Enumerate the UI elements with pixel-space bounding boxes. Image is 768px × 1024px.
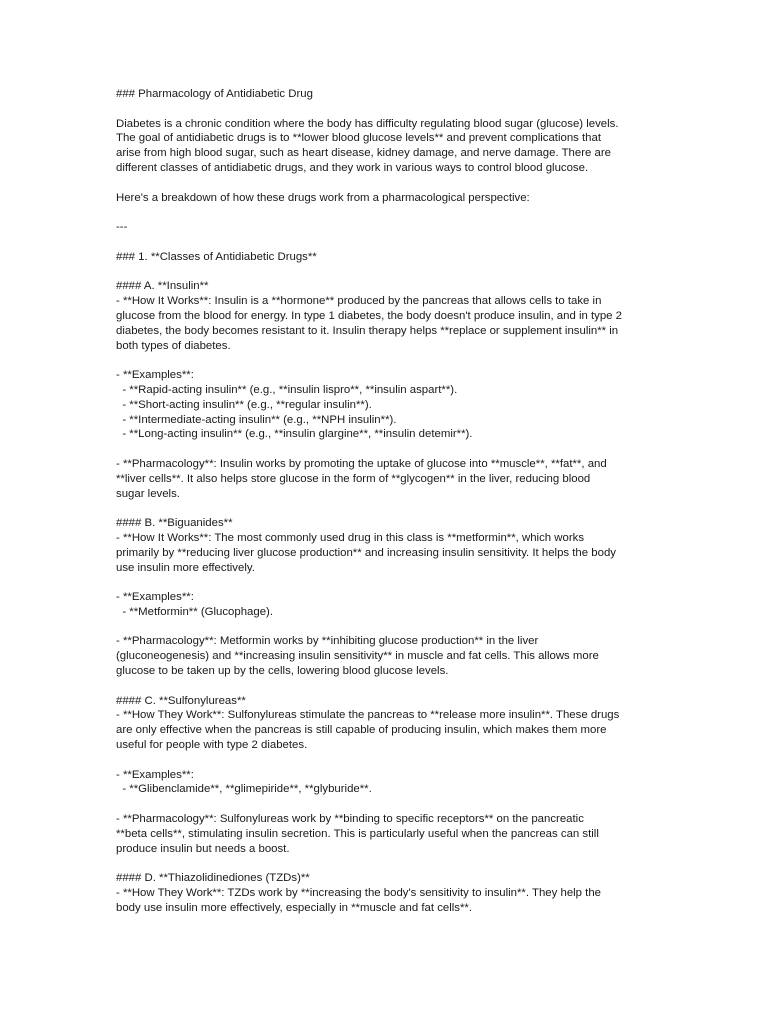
text-line: produce insulin but needs a boost. bbox=[116, 842, 290, 855]
paragraph-gap bbox=[116, 856, 656, 871]
text-line: use insulin more effectively. bbox=[116, 561, 255, 574]
document-section bbox=[116, 871, 656, 915]
text-line: - **Intermediate-acting insulin** (e.g., **NPH insulin**). bbox=[116, 413, 397, 426]
text-line: - **How It Works**: Insulin is a **hormone** produced by the pancreas that allows cells to take in bbox=[116, 295, 602, 308]
text-line: - **Examples**: bbox=[116, 369, 194, 382]
text-line: body use insulin more effectively, especially in **muscle and fat cells**. bbox=[116, 901, 473, 914]
paragraph-gap bbox=[116, 265, 656, 280]
text-line: arise from high blood sugar, such as heart disease, kidney damage, and nerve damage. There are bbox=[116, 147, 611, 160]
document-paragraph bbox=[116, 117, 656, 176]
text-line: --- bbox=[116, 221, 128, 234]
text-line: glucose to be taken up by the cells, lowering blood glucose levels. bbox=[116, 665, 449, 678]
text-line: useful for people with type 2 diabetes. bbox=[116, 739, 308, 752]
paragraph-gap bbox=[116, 753, 656, 768]
text-line: #### D. **Thiazolidinediones (TZDs)** bbox=[116, 872, 310, 885]
document-section bbox=[116, 694, 656, 753]
text-line: (gluconeogenesis) and **increasing insulin sensitivity** in muscle and fat cells. This allows more bbox=[116, 650, 599, 663]
paragraph-gap bbox=[116, 176, 656, 191]
text-line: both types of diabetes. bbox=[116, 339, 231, 352]
document-list bbox=[116, 768, 656, 798]
text-line: - **Glibenclamide**, **glimepiride**, **glyburide**. bbox=[116, 783, 372, 796]
document-paragraph bbox=[116, 191, 656, 206]
document-heading bbox=[116, 250, 656, 265]
text-line: - **Pharmacology**: Metformin works by **inhibiting glucose production** in the liver bbox=[116, 635, 539, 648]
text-line: #### B. **Biguanides** bbox=[116, 517, 233, 530]
paragraph-gap bbox=[116, 575, 656, 590]
text-line: - **How It Works**: The most commonly used drug in this class is **metformin**, which works bbox=[116, 531, 585, 544]
text-line: - **Examples**: bbox=[116, 768, 194, 781]
text-line: - **Short-acting insulin** (e.g., **regular insulin**). bbox=[116, 398, 372, 411]
text-line: - **How They Work**: Sulfonylureas stimulate the pancreas to **release more insulin**. These drugs bbox=[116, 709, 620, 722]
text-line: #### C. **Sulfonylureas** bbox=[116, 694, 246, 707]
text-line: Here's a breakdown of how these drugs work from a pharmacological perspective: bbox=[116, 191, 530, 204]
paragraph-gap bbox=[116, 235, 656, 250]
text-line: **liver cells**. It also helps store glucose in the form of **glycogen** in the liver, reducing blood bbox=[116, 472, 591, 485]
text-line: different classes of antidiabetic drugs, and they work in various ways to control blood glucose. bbox=[116, 161, 589, 174]
text-line: ### 1. **Classes of Antidiabetic Drugs** bbox=[116, 250, 317, 263]
text-line: - **Pharmacology**: Sulfonylureas work by **binding to specific receptors** on the pancreatic bbox=[116, 813, 584, 826]
text-line: - **Rapid-acting insulin** (e.g., **insulin lispro**, **insulin aspart**). bbox=[116, 383, 458, 396]
text-line: are only effective when the pancreas is still capable of producing insulin, which makes them more bbox=[116, 724, 607, 737]
document-body bbox=[116, 87, 656, 916]
paragraph-gap bbox=[116, 679, 656, 694]
document-list bbox=[116, 590, 656, 620]
text-line: - **Examples**: bbox=[116, 591, 194, 604]
document-paragraph bbox=[116, 457, 656, 501]
text-line: - **Long-acting insulin** (e.g., **insulin glargine**, **insulin detemir**). bbox=[116, 428, 473, 441]
document-list bbox=[116, 368, 656, 442]
paragraph-gap bbox=[116, 442, 656, 457]
text-line: #### A. **Insulin** bbox=[116, 280, 209, 293]
text-line: diabetes, the body becomes resistant to it. Insulin therapy helps **replace or supplement insulin** in bbox=[116, 324, 619, 337]
text-line: ### Pharmacology of Antidiabetic Drug bbox=[116, 88, 313, 100]
paragraph-gap bbox=[116, 620, 656, 635]
text-line: - **How They Work**: TZDs work by **increasing the body's sensitivity to insulin**. They help the bbox=[116, 887, 602, 900]
paragraph-gap bbox=[116, 102, 656, 117]
text-line: primarily by **reducing liver glucose production** and increasing insulin sensitivity. It helps the body bbox=[116, 546, 616, 559]
document-heading bbox=[116, 87, 656, 102]
document-section bbox=[116, 516, 656, 575]
text-line: **beta cells**, stimulating insulin secretion. This is particularly useful when the pancreas can still bbox=[116, 827, 599, 840]
document-paragraph bbox=[116, 812, 656, 856]
document-rule bbox=[116, 220, 656, 235]
text-line: Diabetes is a chronic condition where the body has difficulty regulating blood sugar (glucose) levels. bbox=[116, 117, 619, 130]
text-line: - **Metformin** (Glucophage). bbox=[116, 605, 273, 618]
paragraph-gap bbox=[116, 797, 656, 812]
text-line: sugar levels. bbox=[116, 487, 180, 500]
paragraph-gap bbox=[116, 353, 656, 368]
paragraph-gap bbox=[116, 205, 656, 220]
document-paragraph bbox=[116, 634, 656, 678]
paragraph-gap bbox=[116, 501, 656, 516]
document-section bbox=[116, 279, 656, 353]
text-line: glucose from the blood for energy. In type 1 diabetes, the body doesn't produce insulin, and in type 2 bbox=[116, 309, 623, 322]
text-line: The goal of antidiabetic drugs is to **lower blood glucose levels** and prevent complications that bbox=[116, 132, 602, 145]
text-line: - **Pharmacology**: Insulin works by promoting the uptake of glucose into **muscle**, **fat**, and bbox=[116, 457, 607, 470]
